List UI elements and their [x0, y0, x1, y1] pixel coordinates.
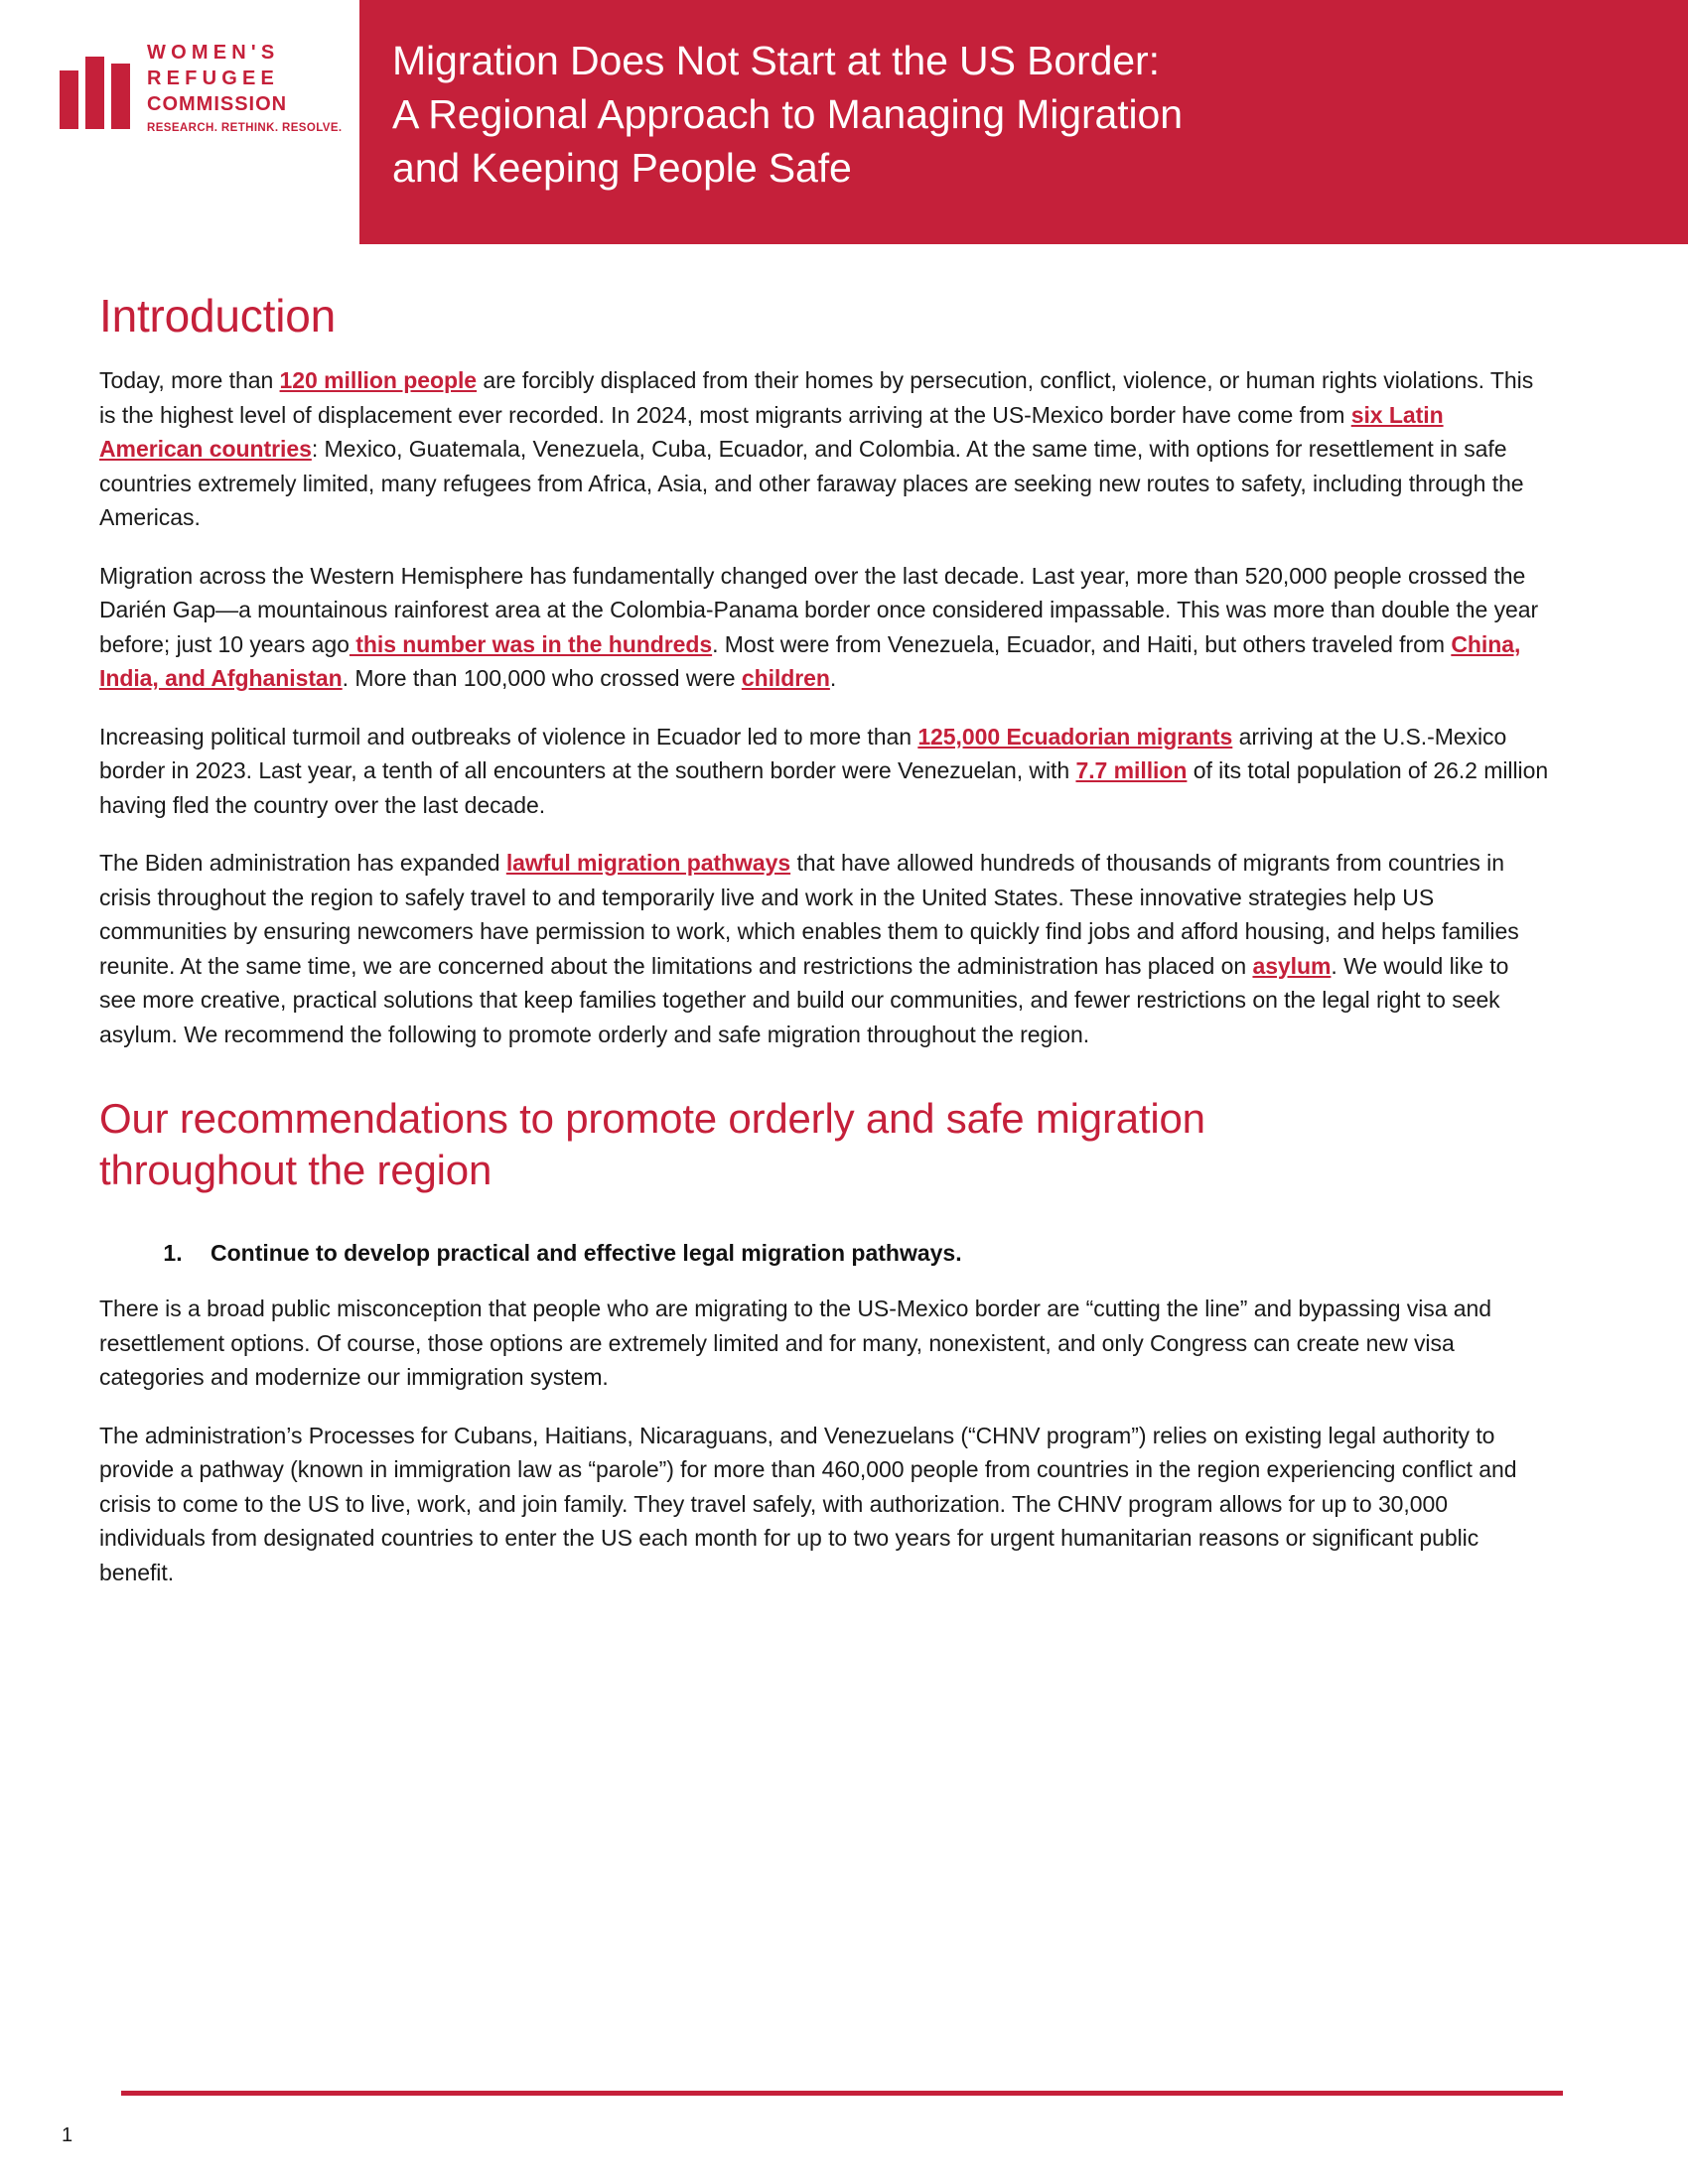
- recommendation-1-label: Continue to develop practical and effective legal migration pathways.: [211, 1240, 962, 1266]
- link-lawful-migration-pathways[interactable]: lawful migration pathways: [505, 850, 791, 876]
- recommendations-list: [189, 1236, 1519, 1270]
- logo-wordmark: [147, 40, 346, 138]
- p2-text-b: . Most were from Venezuela, Ecuador, and Haiti, but others traveled from: [712, 630, 1452, 657]
- p1-text-a: Today, more than: [99, 367, 280, 393]
- p2-text-a: Migration across the Western Hemisphere has fundamentally changed over the last decade. Last year, more than 520,000 people crossed the Darién Gap—a mountainous rainforest area at the Colombia-Panama border once considered impassable. This was more than double the year before; just 10 years ago: [99, 562, 1539, 657]
- p3-text-c: of its total population of 26.2 million having fled the country over the last decade.: [99, 757, 1549, 818]
- footer-divider: [121, 2091, 1563, 2096]
- link-77-million[interactable]: 7.7 million: [1075, 757, 1188, 783]
- p4-text-b: that have allowed hundreds of thousands of migrants from countries in crisis throughout the region to safely travel to and temporarily live and work in the United States. These innovative strategies help US communities by ensuring newcomers have permission to work, which enables them to quickly find jobs and afford housing, and helps families reunite. At the same time, we are concerned about the limitations and restrictions the administration has placed on: [99, 850, 1519, 979]
- paragraph-chnv-program: The administration’s Processes for Cubans, Haitians, Nicaraguans, and Venezuelans (“CHNV program”) relies on existing legal authority to provide a pathway (known in immigration law as “parole”) for more than 460,000 people from countries in the region experiencing conflict and crisis to come to the US to live, work, and join family. They travel safely, with authorization. The CHNV program allows for up to 30,000 individuals from designated countries to enter the US each month for up to two years for urgent humanitarian reasons or significant public benefit.: [99, 1422, 1517, 1585]
- link-125000-ecuadorian-migrants[interactable]: 125,000 Ecuadorian migrants: [917, 723, 1233, 750]
- link-six-latin-american-countries[interactable]: six Latin American countries: [99, 401, 1444, 462]
- document-header: [0, 0, 1688, 244]
- document-title: [392, 34, 1643, 195]
- p1-text-b: are forcibly displaced from their homes by persecution, conflict, violence, or human rights violations. This is the highest level of displacement ever recorded. In 2024, most migrants arriving at the US-Mexico border have come from: [99, 367, 1534, 428]
- p4-text-a: The Biden administration has expanded: [99, 850, 506, 876]
- link-number-was-in-the-hundreds[interactable]: this number was in the hundreds: [349, 630, 713, 657]
- heading-introduction: Introduction: [99, 290, 336, 341]
- p3-text-a: Increasing political turmoil and outbreaks of violence in Ecuador led to more than: [99, 723, 918, 750]
- logo-line-2: REFUGEE: [147, 68, 280, 89]
- p2-text-c: . More than 100,000 who crossed were: [342, 665, 742, 691]
- p2-text-d: .: [829, 665, 837, 691]
- link-china-india-afghanistan[interactable]: China, India, and Afghanistan: [99, 630, 1521, 691]
- paragraph-misconception: There is a broad public misconception that people who are migrating to the US-Mexico border are “cutting the line” and bypassing visa and resettlement options. Of course, those options are extremely limited and for many, nonexistent, and only Congress can create new visa categories and modernize our immigration system.: [99, 1296, 1492, 1390]
- list-item: [189, 1236, 1519, 1270]
- link-asylum[interactable]: asylum: [1252, 952, 1332, 979]
- p4-text-c: . We would like to see more creative, practical solutions that keep families together and build our communities, and fewer restrictions on the legal right to seek asylum. We recommend the following to promote orderly and safe migration throughout the region.: [99, 952, 1509, 1047]
- organization-logo: [60, 40, 348, 149]
- link-120-million-people[interactable]: 120 million people: [279, 367, 478, 393]
- paragraph-ecuador-venezuela: [99, 720, 1549, 823]
- link-children[interactable]: children: [741, 665, 830, 691]
- content-column: [99, 244, 1549, 1589]
- page-number: 1: [62, 2124, 73, 2146]
- logo-tagline: RESEARCH. RETHINK. RESOLVE.: [147, 122, 343, 134]
- title-line-1: Migration Does Not Start at the US Border:: [392, 38, 1160, 83]
- logo-line-1: WOMEN'S: [147, 42, 280, 64]
- p1-text-c: : Mexico, Guatemala, Venezuela, Cuba, Ecuador, and Colombia. At the same time, with options for resettlement in safe countries extremely limited, many refugees from Africa, Asia, and other faraway places are seeking new routes to safety, including through the Americas.: [99, 436, 1524, 530]
- logo-bars-icon: [60, 57, 137, 129]
- title-line-3: and Keeping People Safe: [392, 145, 852, 191]
- paragraph-biden-administration: [99, 846, 1549, 1051]
- title-line-2: A Regional Approach to Managing Migration: [392, 91, 1183, 137]
- paragraph-darien-gap: [99, 559, 1549, 696]
- p3-text-b: arriving at the U.S.-Mexico border in 2023. Last year, a tenth of all encounters at the southern border were Venezuelan, with: [99, 723, 1507, 783]
- heading-recommendations: Our recommendations to promote orderly and safe migration throughout the region: [99, 1095, 1205, 1193]
- paragraph-displacement-overview: [99, 363, 1549, 535]
- logo-line-3: COMMISSION: [147, 93, 288, 115]
